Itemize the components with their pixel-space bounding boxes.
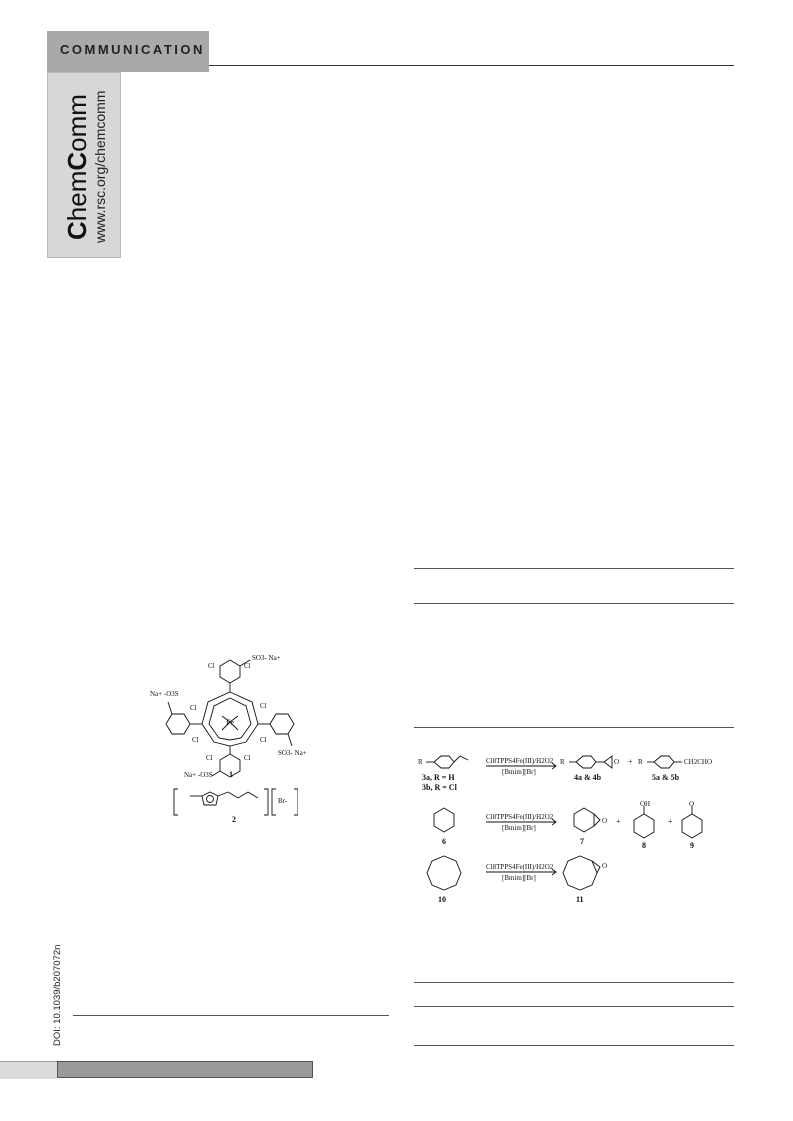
plus-sign: + [616, 817, 621, 826]
epoxide-o: O [614, 758, 620, 766]
substituent-label: SO3- Na+ [278, 749, 307, 757]
substituent-label: Na+ -O3S [184, 771, 213, 779]
compound-6: 6 [442, 837, 446, 846]
reagent-label: Cl8TPPS4Fe(III)/H2O2 [486, 863, 554, 871]
table-rule-top [414, 568, 734, 569]
footnote-rule [73, 1015, 389, 1016]
chloro-label: Cl [192, 736, 199, 744]
scheme-row-cyclooctene [414, 852, 734, 904]
solvent-label: [Bmim][Br] [502, 874, 536, 882]
table-rule-mid [414, 603, 734, 604]
section-label: COMMUNICATION [60, 42, 205, 57]
metal-label: Fe [226, 718, 234, 727]
substituent-r: R [638, 758, 643, 766]
scheme-row-cyclohexene [414, 800, 734, 852]
journal-url[interactable]: www.rsc.org/chemcomm [92, 90, 108, 243]
journal-logo: ChemComm [62, 94, 92, 240]
compound-3a: 3a, R = H [422, 773, 455, 782]
porphyrin-structure-1 [140, 650, 320, 782]
compound-8: 8 [642, 841, 646, 850]
compound-11: 11 [576, 895, 584, 904]
compound-5: 5a & 5b [652, 773, 680, 782]
chloro-label: Cl [244, 662, 251, 670]
reagent-label: Cl8TPPS4Fe(III)/H2O2 [486, 813, 554, 821]
solvent-label: [Bmim][Br] [502, 768, 536, 776]
plus-sign: + [628, 757, 633, 766]
aldehyde-group: CH2CHO [684, 758, 713, 766]
hydroxyl-group: OH [640, 800, 651, 808]
epoxide-o: O [602, 862, 608, 870]
compound-4: 4a & 4b [574, 773, 602, 782]
chloro-label: Cl [190, 704, 197, 712]
compound-9: 9 [690, 841, 694, 850]
substituent-label: SO3- Na+ [252, 654, 281, 662]
doi-label[interactable]: DOI: 10.1039/b207072n [52, 944, 63, 1046]
footer-bar [57, 1061, 313, 1078]
epoxide-o: O [602, 817, 608, 825]
footer-page-box [0, 1061, 57, 1079]
reagent-label: Cl8TPPS4Fe(III)/H2O2 [486, 757, 554, 765]
compound-3b: 3b, R = Cl [422, 783, 457, 792]
compound-7: 7 [580, 837, 584, 846]
scheme-row-styrene [414, 748, 734, 798]
solvent-label: [Bmim][Br] [502, 824, 536, 832]
counterion-label: Br- [278, 797, 288, 805]
chloro-label: Cl [260, 702, 267, 710]
substituent-r: R [418, 758, 423, 766]
table-rule-2-top [414, 982, 734, 983]
compound-number-1: 1 [229, 770, 233, 779]
chloro-label: Cl [244, 754, 251, 762]
substituent-label: Na+ -O3S [150, 690, 179, 698]
compound-number-2: 2 [232, 815, 236, 824]
chloro-label: Cl [208, 662, 215, 670]
scheme-rule-top [414, 727, 734, 728]
plus-sign: + [668, 817, 673, 826]
chloro-label: Cl [260, 736, 267, 744]
bmim-structure-2 [172, 786, 298, 818]
compound-10: 10 [438, 895, 446, 904]
substituent-r: R [560, 758, 565, 766]
table-rule-2-mid [414, 1006, 734, 1007]
header-rule [209, 65, 734, 66]
carbonyl-o: O [689, 800, 695, 808]
chloro-label: Cl [206, 754, 213, 762]
table-rule-2-bottom [414, 1045, 734, 1046]
